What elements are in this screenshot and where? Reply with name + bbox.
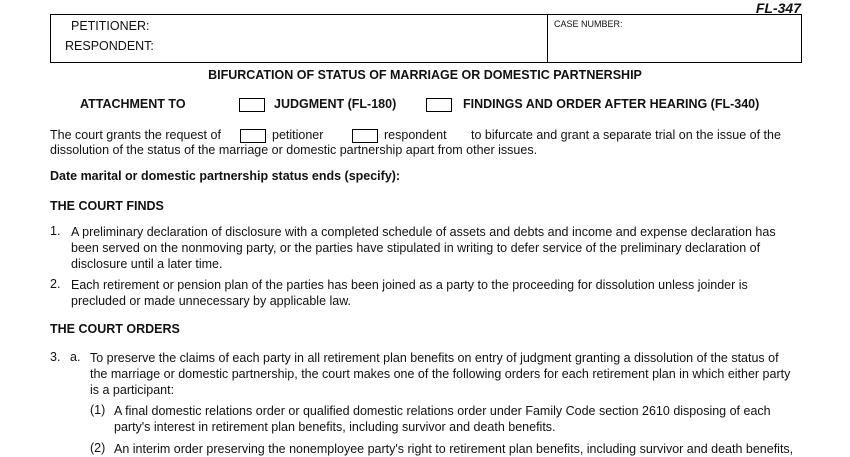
judgment-label: JUDGMENT (FL-180): [274, 97, 397, 111]
petitioner-label: PETITIONER:: [71, 19, 150, 33]
sub1-text: [114, 403, 771, 435]
grant-prefix: The court grants the request of: [50, 128, 221, 142]
grant-suffix: to bifurcate and grant a separate trial on the issue of the: [471, 128, 781, 142]
form-id: FL-347: [755, 0, 801, 16]
item3-sub-letter: a.: [70, 350, 81, 364]
sub1-line: A final domestic relations order or qualified domestic relations order under Family Code section 2610 disposing of each: [114, 404, 771, 418]
judgment-checkbox[interactable]: [239, 98, 265, 112]
item3-line: the marriage or domestic partnership, the court makes one of the following orders for each retirement plan in which either party: [90, 367, 791, 381]
petitioner-checkbox[interactable]: [240, 129, 266, 143]
respondent-label: RESPONDENT:: [65, 39, 154, 53]
item1-number: 1.: [50, 224, 61, 238]
petitioner-label-text: petitioner: [272, 128, 324, 142]
sub1-line: party's interest in retirement plan benefits, including survivor and death benefits.: [114, 420, 556, 434]
item2-text: [71, 277, 748, 309]
sub2-line: An interim order preserving the nonemployee party's right to retirement plan benefits, including survivor and death benefits,: [114, 442, 794, 456]
form-title: BIFURCATION OF STATUS OF MARRIAGE OR DOMESTIC PARTNERSHIP: [208, 68, 642, 82]
date-ends-label: Date marital or domestic partnership status ends (specify):: [50, 169, 401, 183]
respondent-label-text: respondent: [384, 128, 447, 142]
caption-divider: [547, 15, 548, 62]
caption-box: [50, 14, 802, 63]
item1-line: disclosure until a later time.: [71, 257, 223, 271]
respondent-checkbox[interactable]: [352, 129, 378, 143]
sub1-number: (1): [90, 403, 106, 417]
item3-line: To preserve the claims of each party in all retirement plan benefits on entry of judgment granting a dissolution of the status of: [90, 351, 779, 365]
item3-number: 3.: [50, 350, 61, 364]
item3-text: [90, 350, 790, 398]
court-finds-heading: THE COURT FINDS: [50, 199, 164, 213]
grant-line2: dissolution of the status of the marriage or domestic partnership apart from other issues.: [50, 143, 538, 157]
case-number-label: CASE NUMBER:: [554, 19, 623, 29]
item2-line: precluded or made unnecessary by applicable law.: [71, 294, 352, 308]
item1-line: A preliminary declaration of disclosure with a completed schedule of assets and debts and income and expense declaration has: [71, 225, 776, 239]
item2-line: Each retirement or pension plan of the parties has been joined as a party to the proceeding for dissolution unless joinder is: [71, 278, 748, 292]
item1-text: [71, 224, 776, 272]
item1-line: been served on the nonmoving party, or the parties have stipulated in writing to defer service of the preliminary declaration of: [71, 241, 761, 255]
court-orders-heading: THE COURT ORDERS: [50, 322, 180, 336]
item2-number: 2.: [50, 277, 61, 291]
item3-line: is a participant:: [90, 383, 175, 397]
attachment-label: ATTACHMENT TO: [80, 97, 186, 111]
sub2-number: (2): [90, 441, 106, 455]
findings-label: FINDINGS AND ORDER AFTER HEARING (FL-340): [463, 97, 760, 111]
findings-checkbox[interactable]: [426, 98, 452, 112]
